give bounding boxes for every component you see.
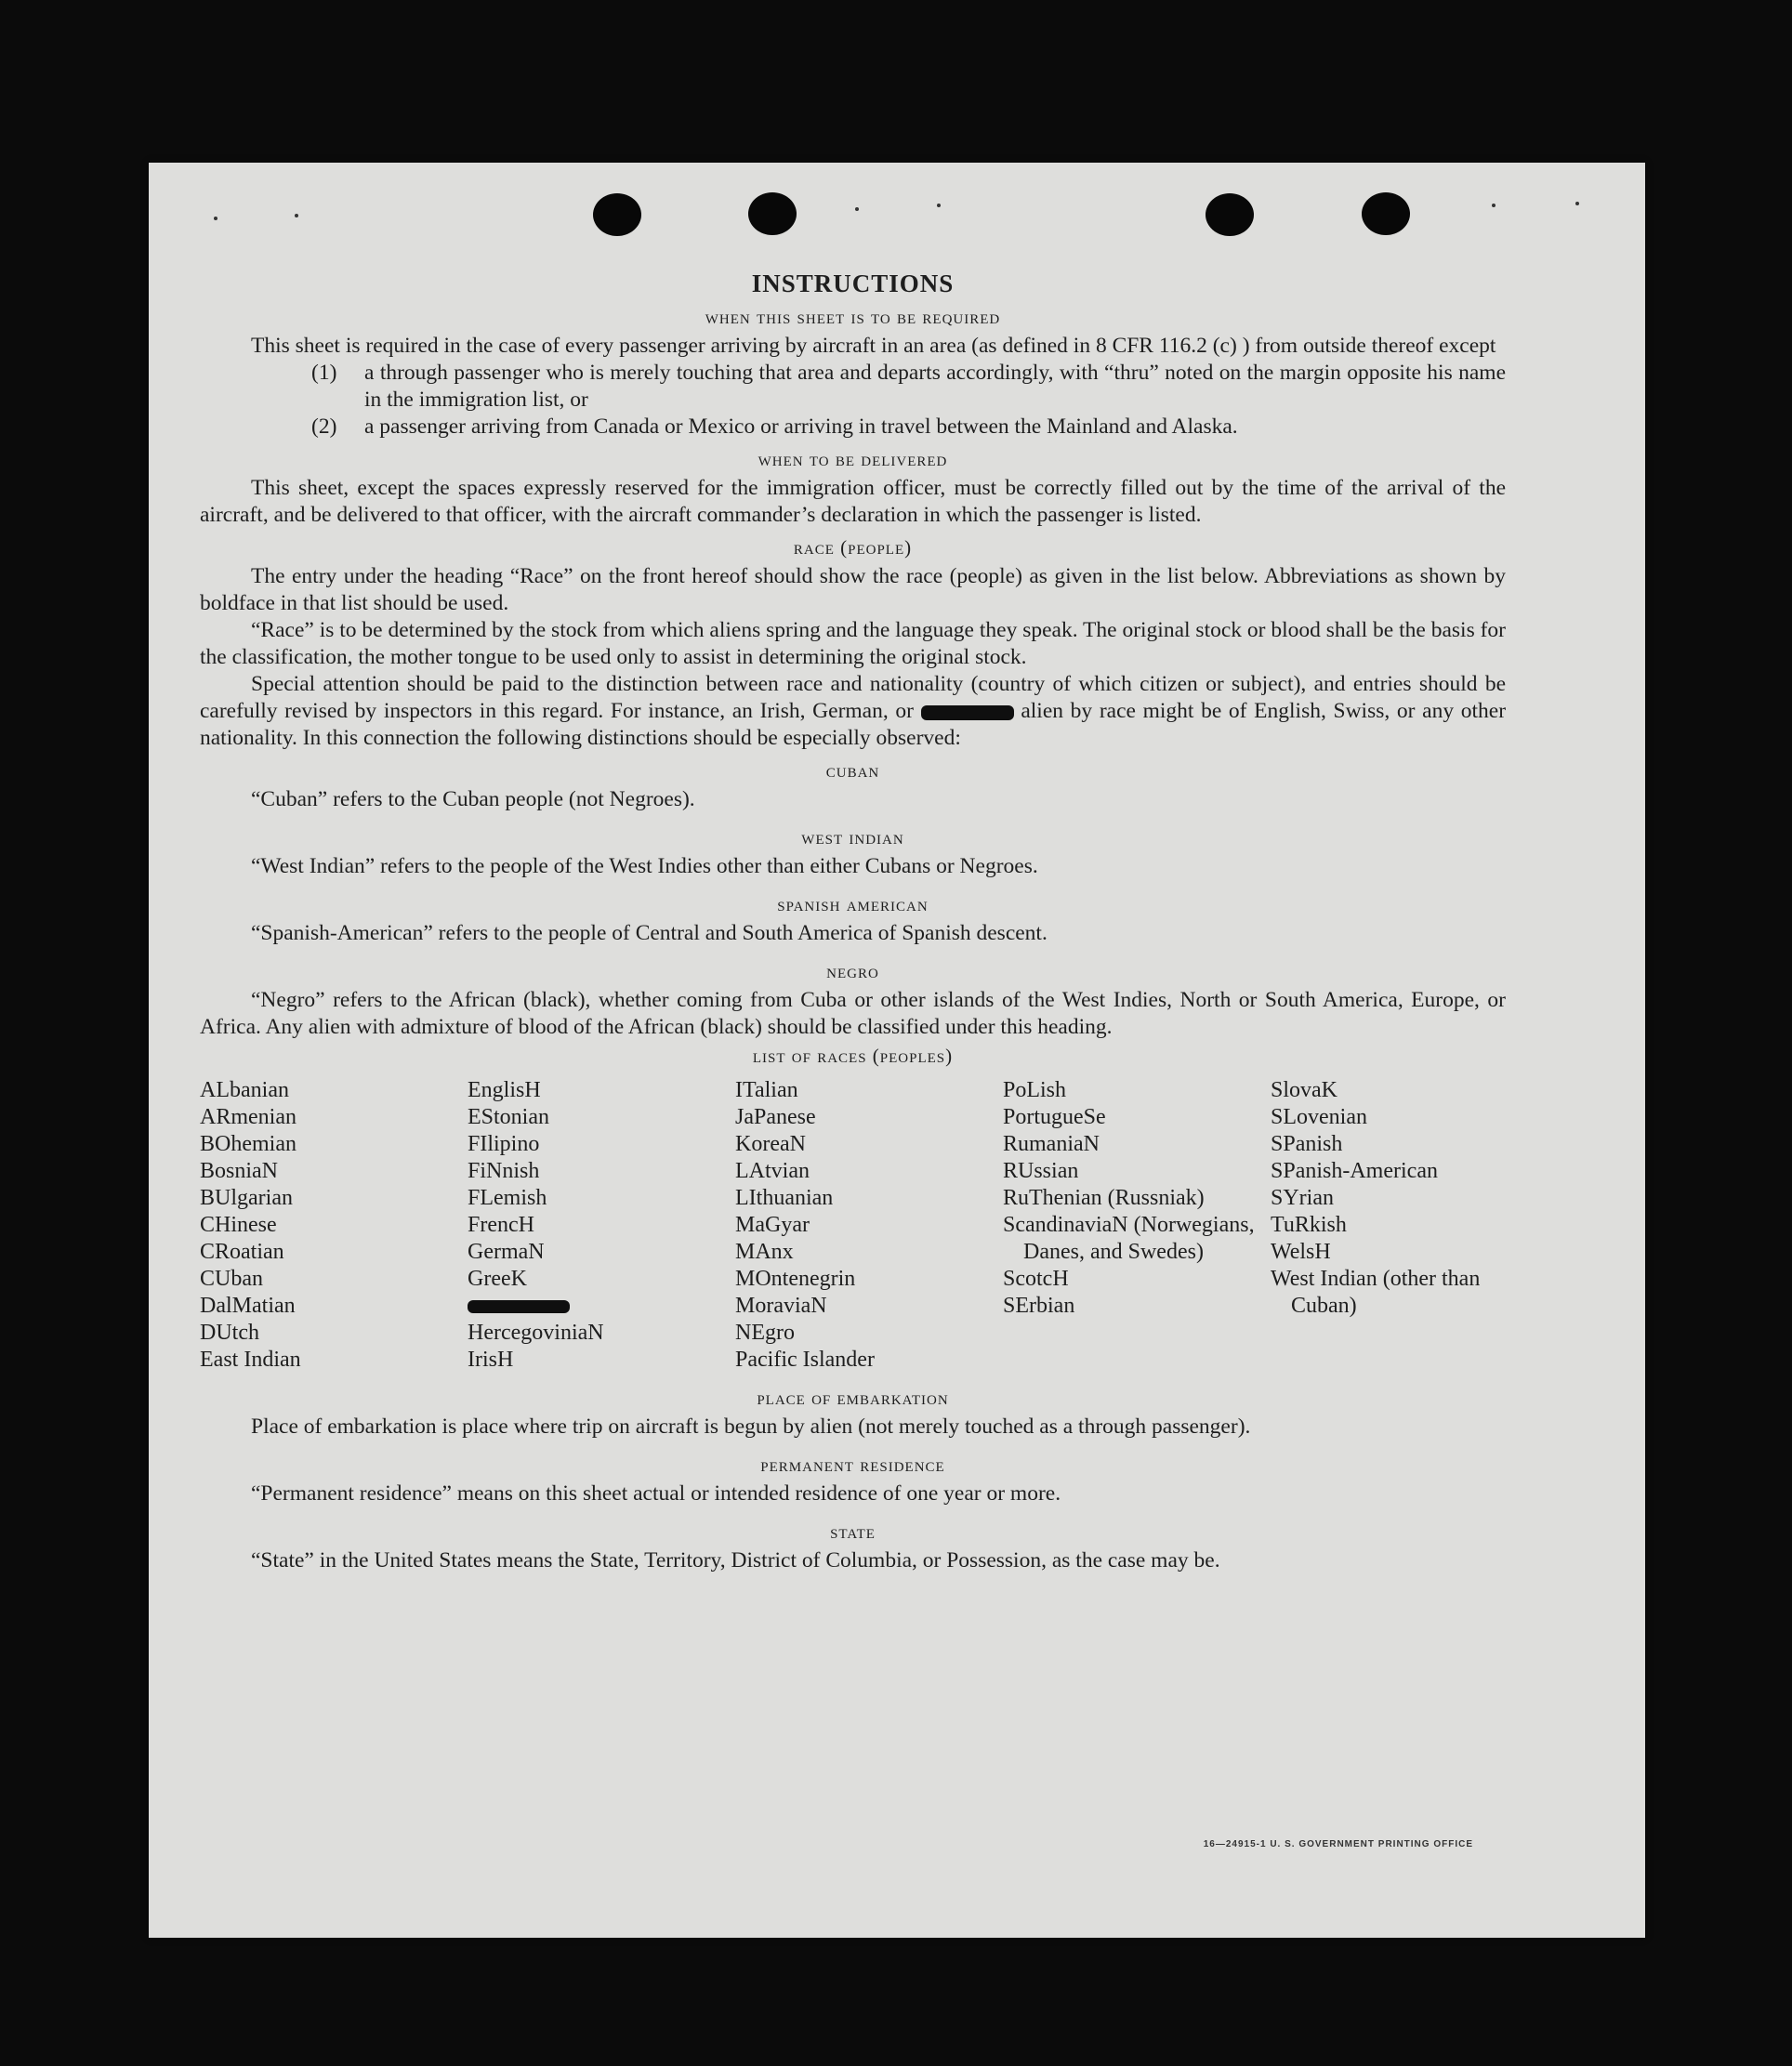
race-paragraph-2: “Race” is to be determined by the stock from which aliens spring and the language they speak. The original stock or blood shall be the basis for the classification, the mother tongue to be used only to assist in determining the original stock. (200, 618, 1506, 669)
race-item: West Indian (other than Cuban) (1271, 1267, 1481, 1318)
race-column (1003, 1077, 1271, 1374)
race-item: East Indian (200, 1348, 301, 1372)
race-item: RUssian (1003, 1159, 1079, 1183)
race-item: EnglisH (468, 1078, 541, 1102)
page-title: INSTRUCTIONS (751, 270, 955, 297)
exception-number: (2) (311, 415, 337, 439)
printing-office-code: 16—24915-1 U. S. GOVERNMENT PRINTING OFFICE (1203, 1839, 1473, 1849)
race-item: ALbanian (200, 1078, 289, 1102)
speck (1492, 204, 1496, 207)
race-item: ScotcH (1003, 1267, 1069, 1291)
race-item: LAtvian (735, 1159, 810, 1183)
punch-hole (593, 193, 641, 236)
race-column (200, 1077, 468, 1374)
exception-item (311, 360, 1506, 414)
section-heading-delivered: when to be delivered (758, 448, 948, 470)
punch-hole (748, 192, 797, 235)
race-item: IrisH (468, 1348, 514, 1372)
race-item: HercegoviniaN (468, 1321, 604, 1345)
race-item: SYrian (1271, 1186, 1334, 1210)
delivered-paragraph: This sheet, except the spaces expressly reserved for the immigration officer, must be correctly filled out by the time of the arrival of the aircraft, and be delivered to that officer, with the aircraft commander’s declaration in which the passenger is listed. (200, 476, 1506, 527)
cuban-text: “Cuban” refers to the Cuban people (not Negroes). (251, 787, 695, 811)
race-item: KoreaN (735, 1132, 806, 1156)
race-item: ITalian (735, 1078, 798, 1102)
race-item: DUtch (200, 1321, 259, 1345)
punch-hole (1362, 192, 1410, 235)
section-heading-spanish-american: spanish american (777, 893, 929, 915)
speck (214, 217, 217, 220)
race-item: SLovenian (1271, 1105, 1367, 1129)
race-item: TuRkish (1271, 1213, 1347, 1237)
race-item: CHinese (200, 1213, 277, 1237)
race-item: Pacific Islander (735, 1348, 875, 1372)
document-page (149, 163, 1645, 1938)
exception-text: a through passenger who is merely touching that area and departs accordingly, with “thru” noted on the margin opposite his name in the immigration list, or (364, 361, 1506, 412)
race-item: LIthuanian (735, 1186, 834, 1210)
race-item: BosniaN (200, 1159, 278, 1183)
race-item: NEgro (735, 1321, 795, 1345)
race-item: PoLish (1003, 1078, 1067, 1102)
race-item: JaPanese (735, 1105, 816, 1129)
permanent-residence-text: “Permanent residence” means on this sheet actual or intended residence of one year or more. (251, 1481, 1061, 1506)
race-item: PortugueSe (1003, 1105, 1106, 1129)
section-heading-permanent-residence: permanent residence (760, 1454, 945, 1476)
section-heading-list-of-races: list of races (peoples) (752, 1045, 954, 1067)
race-item: SPanish (1271, 1132, 1343, 1156)
race-paragraph-3 (200, 671, 1506, 752)
race-item: SlovaK (1271, 1078, 1337, 1102)
speck (295, 214, 298, 217)
race-item: GermaN (468, 1240, 545, 1264)
race-paragraph-1: The entry under the heading “Race” on the front hereof should show the race (people) as given in the list below. Abbreviations as shown by boldface in that list should be used. (200, 564, 1506, 615)
negro-text: “Negro” refers to the African (black), whether coming from Cuba or other islands of the West Indies, North or South America, Europe, or Africa. Any alien with admixture of blood of the African (black) should be classified under this heading. (200, 988, 1506, 1039)
instructions-content (200, 270, 1506, 1574)
race-item-redacted (468, 1293, 735, 1320)
state-text: “State” in the United States means the State, Territory, District of Columbia, or Possession, as the case may be. (251, 1548, 1220, 1573)
section-heading-cuban: cuban (825, 759, 880, 782)
exception-item (311, 414, 1506, 441)
race-column (1271, 1077, 1512, 1374)
speck (1575, 202, 1579, 205)
required-paragraph: This sheet is required in the case of every passenger arriving by aircraft in an area (as defined in 8 CFR 116.2 (c) ) from outside thereof except (251, 334, 1496, 358)
exception-text: a passenger arriving from Canada or Mexico or arriving in travel between the Mainland and Alaska. (364, 415, 1238, 439)
race-item: CRoatian (200, 1240, 284, 1264)
race-item: SErbian (1003, 1294, 1075, 1318)
section-heading-required: when this sheet is to be required (705, 306, 1001, 328)
race-item: RumaniaN (1003, 1132, 1100, 1156)
race-item: FrencH (468, 1213, 534, 1237)
section-heading-state: state (830, 1520, 876, 1543)
race-item: GreeK (468, 1267, 527, 1291)
race-column (735, 1077, 1003, 1374)
race-item: MoraviaN (735, 1294, 827, 1318)
race-list (200, 1077, 1506, 1374)
race-item: FIlipino (468, 1132, 540, 1156)
race-item: FLemish (468, 1186, 547, 1210)
race-item: MOntenegrin (735, 1267, 856, 1291)
race-item: DalMatian (200, 1294, 296, 1318)
section-heading-embarkation: place of embarkation (757, 1387, 949, 1409)
race-item: SPanish-American (1271, 1159, 1438, 1183)
race-item: MaGyar (735, 1213, 810, 1237)
race-item: ScandinaviaN (Norwegians, Danes, and Swedes) (1003, 1213, 1255, 1264)
race-paragraph-3a: Special attention should be paid to the distinction between race and nationality (country of which citizen or subject), and entries should be carefully revised by inspectors in this regard. For instance, an Irish, German, or (200, 672, 1506, 723)
race-item: BUlgarian (200, 1186, 293, 1210)
speck (855, 207, 859, 211)
speck (937, 204, 941, 207)
redaction-mark (921, 705, 1014, 720)
punch-hole (1206, 193, 1254, 236)
race-item: ARmenian (200, 1105, 296, 1129)
section-heading-negro: negro (826, 960, 879, 982)
race-paragraph-3b: alien by race might be of English, Swiss, or any other nationality. In this connection the following distinctions should be especially observed: (200, 699, 1507, 750)
embarkation-text: Place of embarkation is place where trip on aircraft is begun by alien (not merely touched as a through passenger). (251, 1415, 1251, 1439)
race-item: EStonian (468, 1105, 549, 1129)
race-item: RuThenian (Russniak) (1003, 1186, 1205, 1210)
race-item: CUban (200, 1267, 263, 1291)
race-item: FiNnish (468, 1159, 540, 1183)
exception-number: (1) (311, 361, 337, 385)
spanish-american-text: “Spanish-American” refers to the people of Central and South America of Spanish descent. (251, 921, 1048, 945)
race-item: BOhemian (200, 1132, 296, 1156)
redaction-mark (468, 1300, 570, 1313)
section-heading-west-indian: west indian (801, 826, 904, 849)
race-column (468, 1077, 735, 1374)
race-item: MAnx (735, 1240, 794, 1264)
race-item: WelsH (1271, 1240, 1331, 1264)
section-heading-race: race (people) (793, 536, 913, 559)
west-indian-text: “West Indian” refers to the people of the West Indies other than either Cubans or Negroes. (251, 854, 1038, 878)
